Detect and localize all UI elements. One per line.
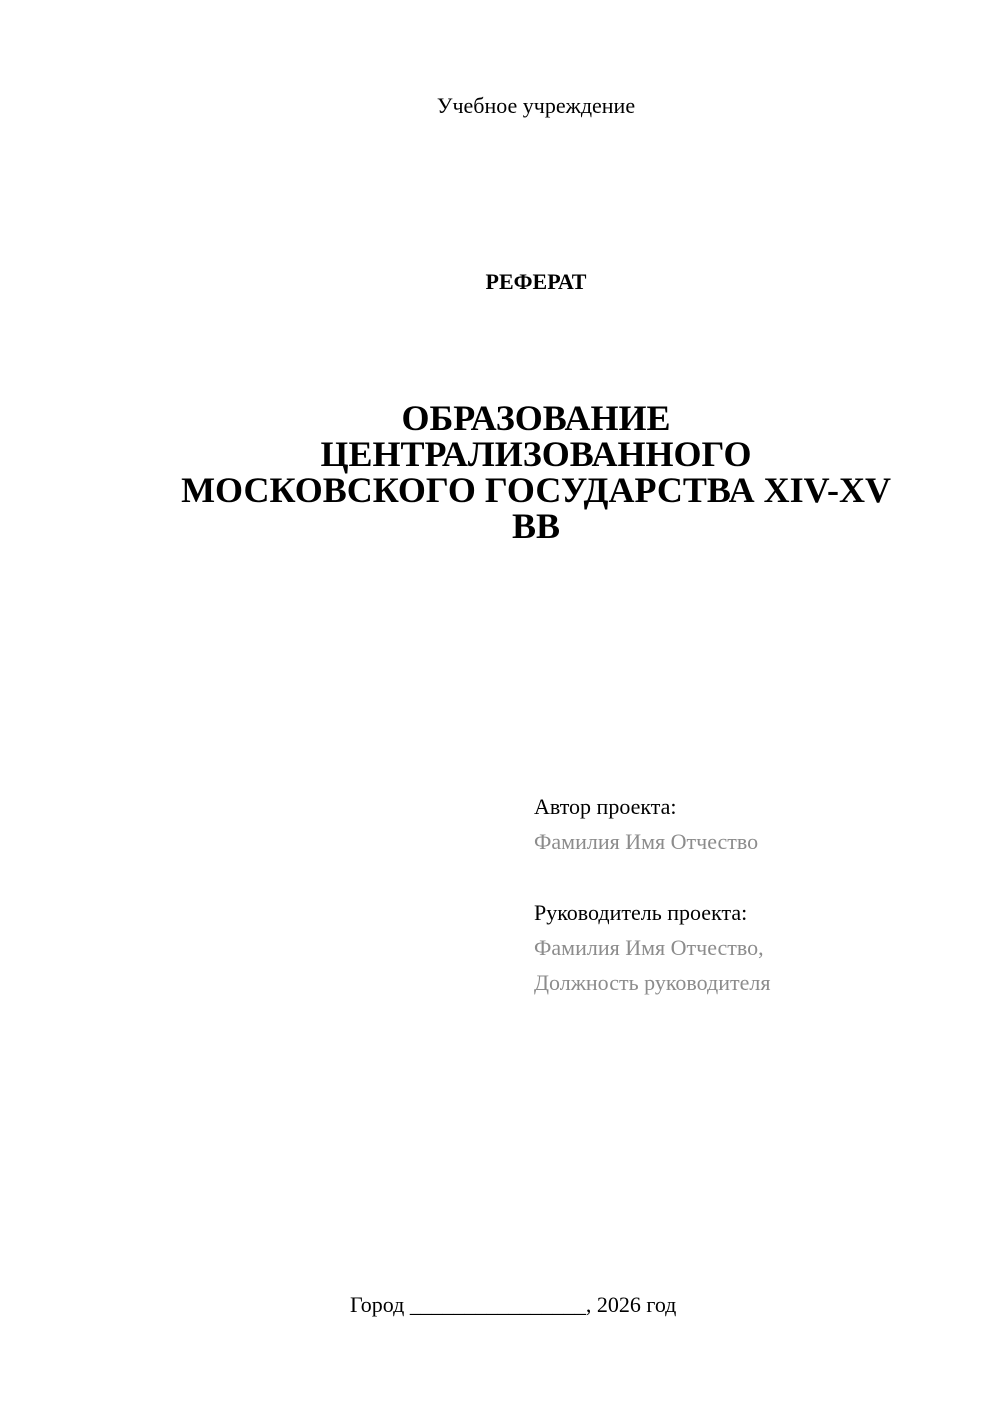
title-line: МОСКОВСКОГО ГОСУДАРСТВА XIV-XV (181, 470, 891, 510)
supervisor-label: Руководитель проекта: (534, 900, 748, 925)
city-year-footer: Город ________________, 2026 год (350, 1292, 677, 1317)
title-line: ОБРАЗОВАНИЕ (401, 398, 671, 438)
credits-block (534, 789, 974, 1000)
document-title (150, 400, 922, 544)
spacer (534, 859, 974, 895)
author-label: Автор проекта: (534, 794, 677, 819)
document-type: РЕФЕРАТ (485, 269, 587, 294)
institution-name: Учебное учреждение (436, 93, 636, 118)
title-line: ВВ (511, 506, 561, 546)
supervisor-position: Должность руководителя (534, 970, 771, 995)
supervisor-name: Фамилия Имя Отчество, (534, 935, 764, 960)
title-line: ЦЕНТРАЛИЗОВАННОГО (320, 434, 752, 474)
author-name: Фамилия Имя Отчество (534, 829, 759, 854)
